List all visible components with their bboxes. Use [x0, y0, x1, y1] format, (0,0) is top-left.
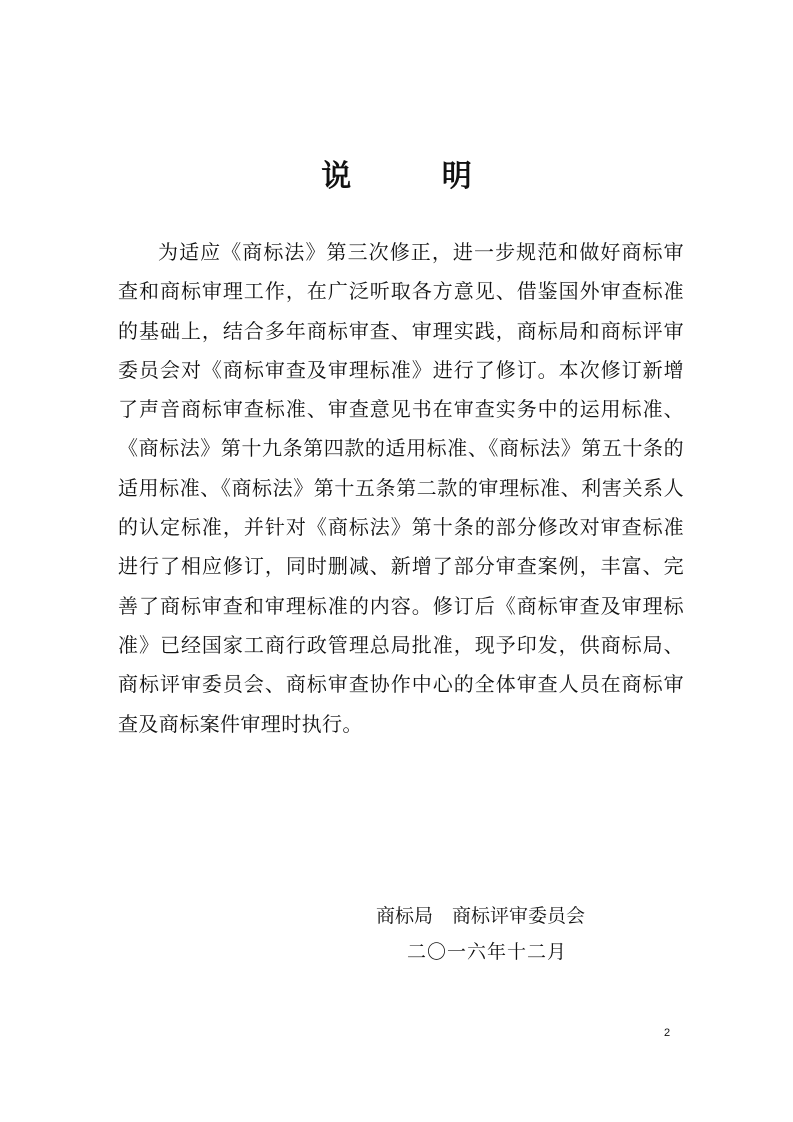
- page-number: 2: [664, 1027, 671, 1039]
- signature-block: [376, 898, 636, 970]
- signature-organizations: 商标局 商标评审委员会: [376, 905, 586, 927]
- signature-date: 二〇一六年十二月: [407, 941, 568, 963]
- document-title: 说 明: [321, 159, 512, 194]
- body-paragraph: 为适应《商标法》第三次修正，进一步规范和做好商标审查和商标审理工作，在广泛听取各方意见、借鉴国外审查标准的基础上，结合多年商标审查、审理实践，商标局和商标评审委员会对《商标审查及审理标准》进行了修订。本次修订新增了声音商标审查标准、审查意见书在审查实务中的运用标准、《商标法》第十九条第四款的适用标准、《商标法》第五十条的适用标准、《商标法》第十五条第二款的审理标准、利害关系人的认定标准，并针对《商标法》第十条的部分修改对审查标准进行了相应修订，同时删减、新增了部分审查案例，丰富、完善了商标审查和审理标准的内容。修订后《商标审查及审理标准》已经国家工商行政管理总局批准，现予印发，供商标局、商标评审委员会、商标审查协作中心的全体审查人员在商标审查及商标案件审理时执行。: [118, 240, 684, 736]
